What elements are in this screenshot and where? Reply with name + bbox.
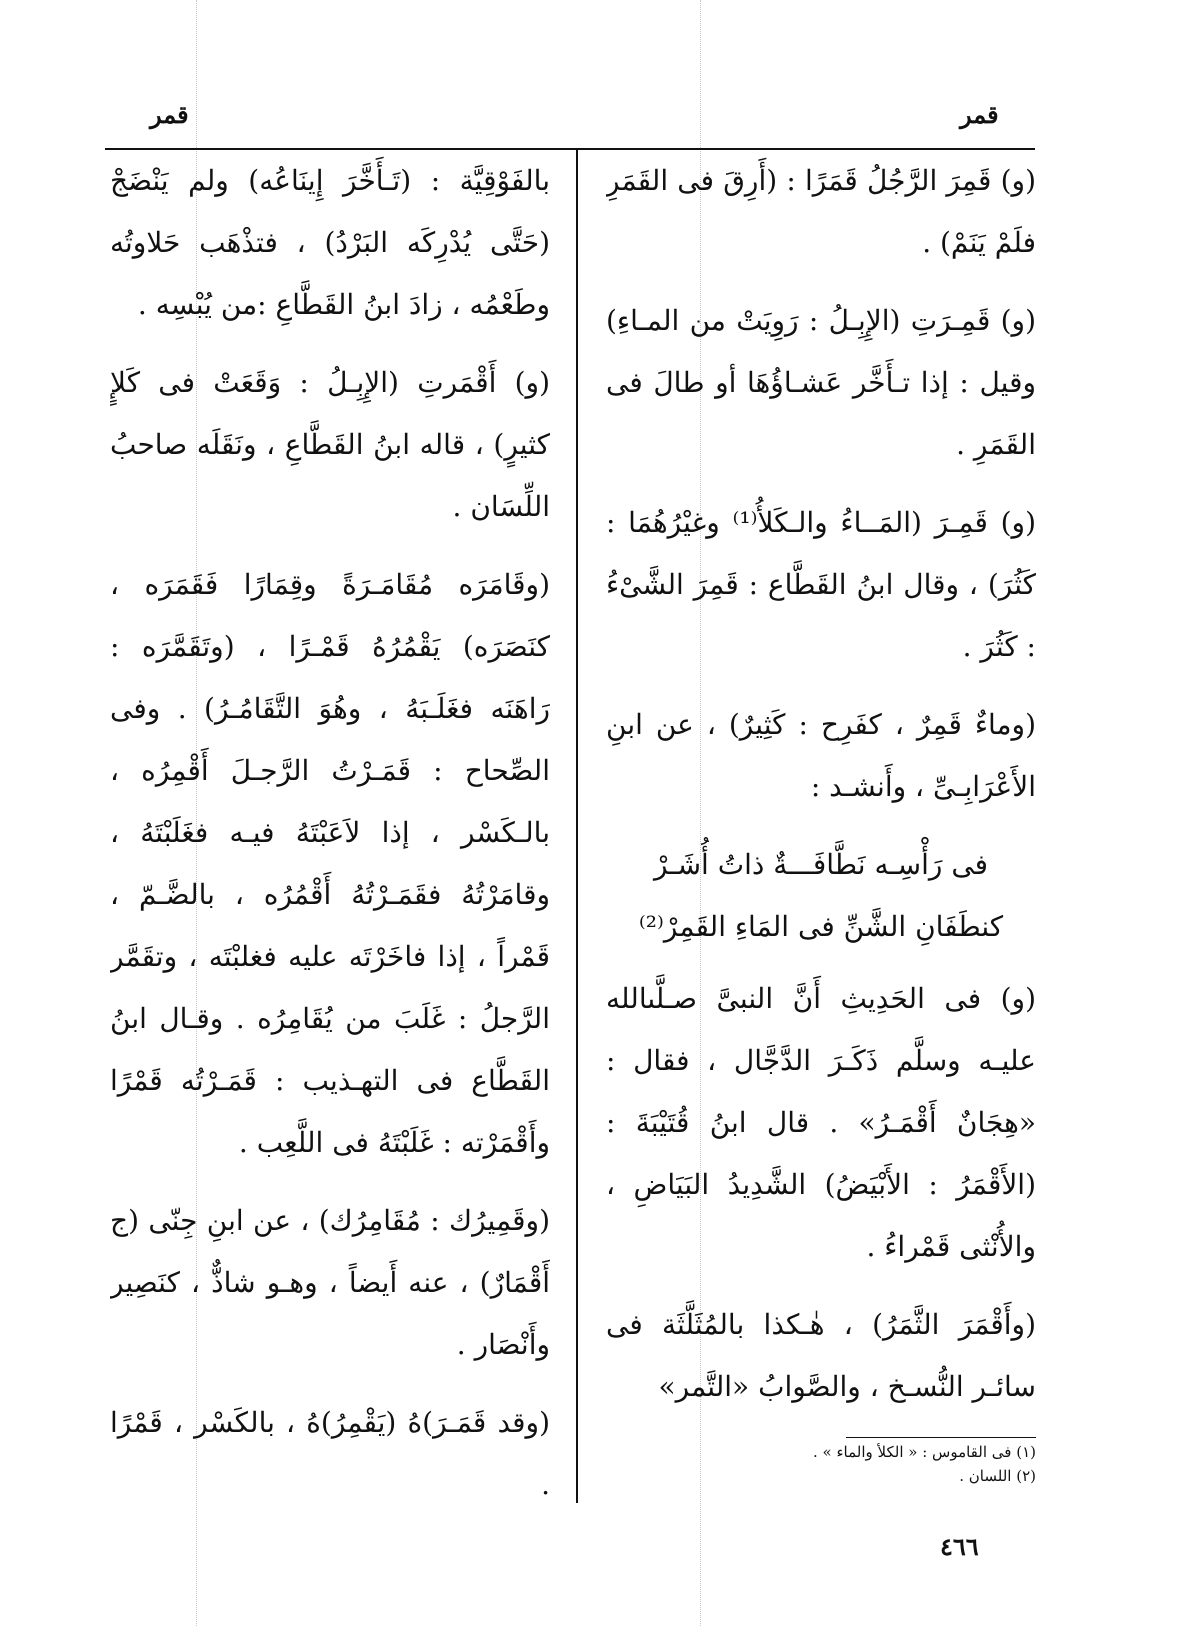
footnote-rule [846,1437,1036,1438]
entry-paragraph: (و) قَمِـرَتِ (الإِبِـلُ : رَوِيَتْ من المـاءِ) وقيل : إذا تـأَخَّر عَشـاؤُهَا أو طالَ فى القَمَرِ . [606,304,1036,461]
footnotes [812,1440,1036,1488]
entry-paragraph: (وقد قَمَـرَ)هُ (يَقْمِرُ)هُ ، بالكَسْر ، قَمْرًا . [110,1406,550,1501]
poem-verse [606,834,1036,958]
verse-line: فى رَأْسِـه نَطَّافَـــةٌ ذاتُ أُشَـرْ [653,848,989,881]
page-number: ٤٦٦ [940,1532,979,1561]
entry-paragraph: بالفَوْقِيَّة : (تَـأَخَّرَ إِينَاعُه) ولم يَنْضَجْ (حَتَّى يُدْرِكَه البَرْدُ) ، فتذْهَب حَلاوتُه وطَعْمُه ، زادَ ابنُ القَطَّاعِ :من يُبْسِه . [110,164,550,321]
entry-paragraph: (وقَمِيرُك : مُقَامِرُك) ، عن ابنِ جِنّى (ج أَقْمَارٌ) ، عنه أَيضاً ، وهـو شاذٌّ ، كنَصِير وأَنْصَار . [110,1204,550,1361]
entry-paragraph: (و) قَمِـرَ (المَــاءُ والـكَلأُ⁽¹⁾ وغيْرُهُمَا : كَثُرَ) ، وقال ابنُ القَطَّاع : قَمِرَ الشَّىْءُ : كَثُرَ . [606,506,1036,663]
verse-line: كنطَفَانِ الشَّنِّ فى المَاءِ القَمِرْ⁽²⁾ [638,910,1004,943]
left-column [110,150,550,1550]
header-title-right: قمر [960,100,999,129]
entry-paragraph: (و) قَمِرَ الرَّجُلُ قَمَرًا : (أَرِقَ فى القَمَرِ فلَمْ يَنَمْ) . [606,164,1036,259]
entry-paragraph: (وماءٌ قَمِرٌ ، كفَرِح : كَثِيرٌ) ، عن ابنِ الأَعْرَابِـىِّ ، وأَنشـد : [606,708,1036,803]
entry-paragraph: (وقَامَرَه مُقَامَـرَةً وقِمَارًا فَقَمَرَه ، كنَصَرَه) يَقْمُرُهُ قَمْـرًا ، (وتَقَمَّرَه : رَاهَنَه فغَلَـبَهُ ، وهُوَ التَّقَامُـرُ) . وفى الصِّحاح : قَمَـرْتُ الرَّجـلَ أَقْمِرُه ، بالـكَسْر ، إذا لاَعَبْتَهُ فيـه فغَلَبْتَهُ ، وقامَرْتُهُ فقَمَـرْتُهُ أَقْمُرُه ، بالضَّـمّ ، قَمْراً ، إذا فاخَرْتَه عليه فغلبْتَه ، وتقَمَّر الرَّجلُ : غَلَبَ من يُقَامِرُه . وقـال ابنُ القَطَّاع فى التهـذيب : قَمَـرْتُه قَمْرًا وأَقْمَرْته : غَلَبْتَهُ فى اللَّعِب . [110,568,550,1159]
footnote: (١) فى القاموس : « الكلأ والماء » . [812,1443,1036,1461]
entry-paragraph: (وأَقْمَرَ الثَّمَرُ) ، هٰـكذا بالمُثَلَّثَة فى سائـر النُّسـخ ، والصَّوابُ «التَّمر» [606,1308,1036,1403]
header-title-left: قمر [150,100,189,129]
right-column [606,150,1036,1550]
entry-paragraph: (و) فى الحَدِيثِ أَنَّ النبىَّ صـلَّىالله عليـه وسلَّم ذَكَـرَ الدَّجَّال ، فقال : «هِجَانٌ أَقْمَـرُ» . قال ابنُ قُتَيْبَةَ : (الأَقْمَرُ : الأَبْيَضُ) الشَّدِيدُ البَيَاضِ ، والأُنْثى قَمْراءُ . [606,982,1036,1263]
column-divider [576,148,578,1503]
footnote: (٢) اللسان . [959,1467,1036,1485]
entry-paragraph: (و) أَقْمَرتِ (الإِبِـلُ : وَقَعَتْ فى كَلإٍ كثيرٍ) ، قاله ابنُ القَطَّاعِ ، ونَقَلَه صاحبُ اللِّسَان . [110,366,550,523]
